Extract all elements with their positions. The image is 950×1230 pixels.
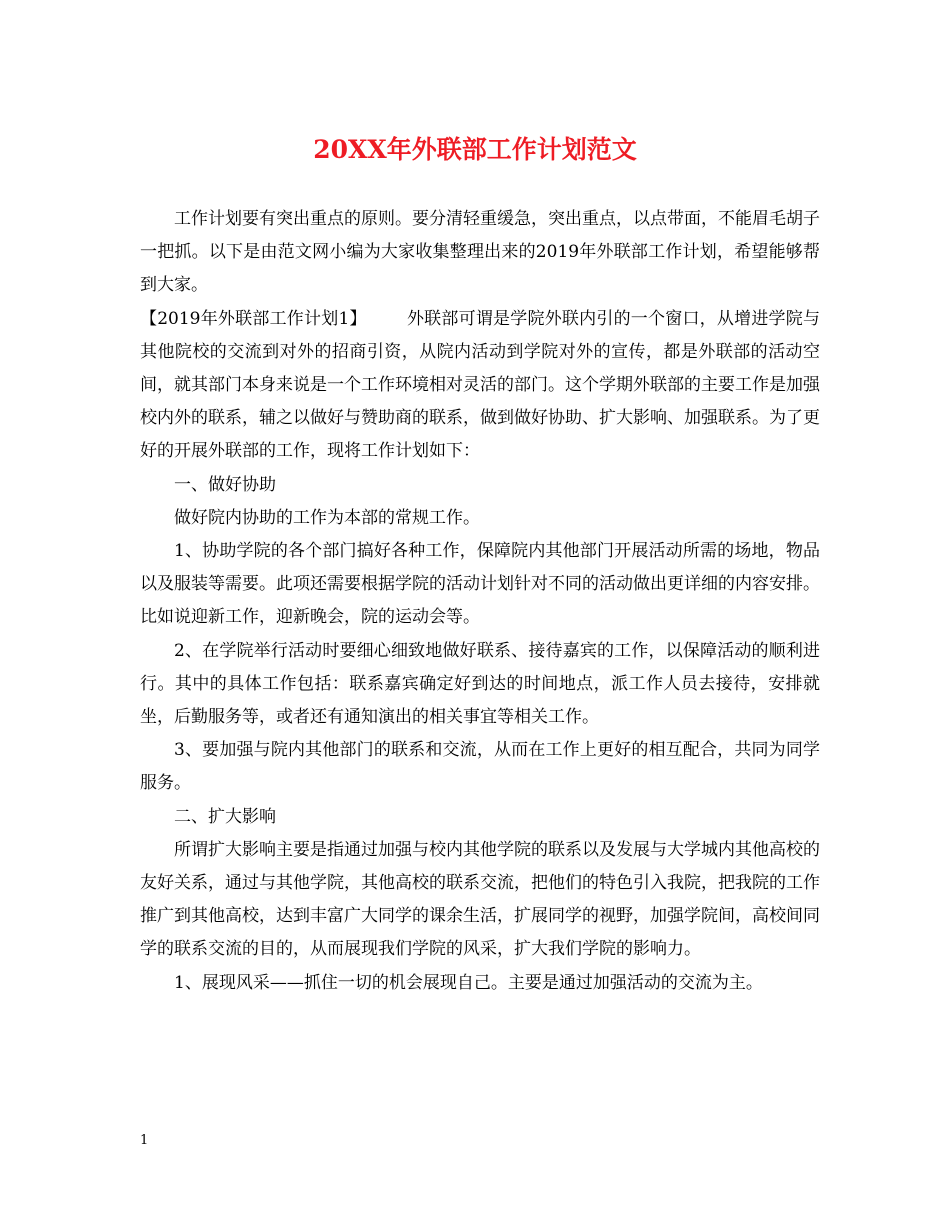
list-item: 1、协助学院的各个部门搞好各种工作，保障院内其他部门开展活动所需的场地，物品以及服装等需要。此项还需要根据学院的活动计划针对不同的活动做出更详细的内容安排。比如说迎新工作，迎新晚会，院的运动会等。 [140,541,820,628]
intro-paragraph: 工作计划要有突出重点的原则。要分清轻重缓急，突出重点，以点带面，不能眉毛胡子一把抓。以下是由范文网小编为大家收集整理出来的2019年外联部工作计划，希望能够帮到大家。 [140,209,820,296]
section-heading: 二、扩大影响 [174,806,276,827]
section-summary: 所谓扩大影响主要是指通过加强与校内其他学院的联系以及发展与大学城内其他高校的友好关系，通过与其他学院，其他高校的联系交流，把他们的特色引入我院，把我院的工作推广到其他高校，达到丰富广大同学的课余生活，扩展同学的视野，加强学院间，高校间同学的联系交流的目的，从而展现我们学院的风采，扩大我们学院的影响力。 [140,839,820,960]
list-item: 2、在学院举行活动时要细心细致地做好联系、接待嘉宾的工作，以保障活动的顺利进行。其中的具体工作包括：联系嘉宾确定好到达的时间地点，派工作人员去接待，安排就坐，后勤服务等，或者还有通知演出的相关事宜等相关工作。 [140,640,820,728]
plan-heading: 【2019年外联部工作计划1】 [140,308,367,329]
document-title: 20XX年外联部工作计划范文 [313,135,637,164]
page-number: 1 [140,1133,149,1148]
list-item: 1、展现风采——抓住一切的机会展现自己。主要是通过加强活动的交流为主。 [174,972,763,993]
plan-opening-paragraph [140,303,820,469]
list-item: 3、要加强与院内其他部门的联系和交流，从而在工作上更好的相互配合，共同为同学服务。 [140,740,820,794]
document-body [140,203,820,1000]
section-summary: 做好院内协助的工作为本部的常规工作。 [174,507,480,528]
section-heading: 一、做好协助 [174,474,276,495]
plan-opening-text: 外联部可谓是学院外联内引的一个窗口，从增进学院与其他院校的交流到对外的招商引资，从院内活动到学院对外的宣传，都是外联部的活动空间，就其部门本身来说是一个工作环境相对灵活的部门。这个学期外联部的主要工作是加强校内外的联系，辅之以做好与赞助商的联系，做到做好协助、扩大影响、加强联系。为了更好的开展外联部的工作，现将工作计划如下： [140,308,820,462]
